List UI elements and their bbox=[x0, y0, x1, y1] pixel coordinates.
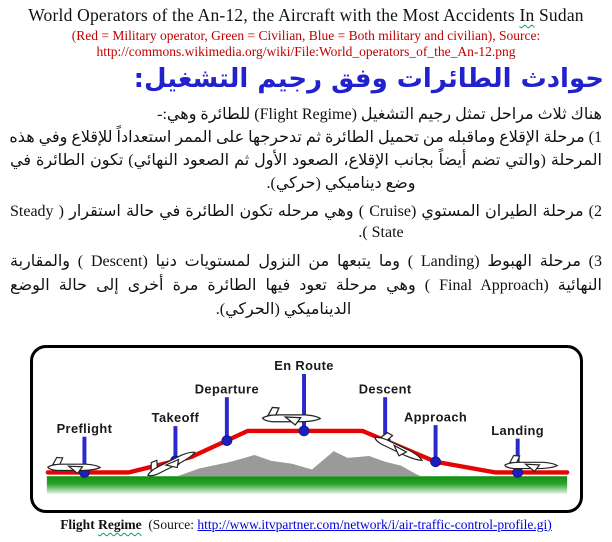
arabic-item1-line1: 1) مرحلة الإقلاع وماقبله من تحميل الطائرة ثم تدحرجها على الممر استعداداً للإقلاع وفي هذه bbox=[9, 129, 602, 146]
phase-label: Departure bbox=[194, 382, 260, 397]
caption-source-link[interactable]: http://www.itvpartner.com/network/i/air-traffic-control-profile.gi bbox=[197, 517, 548, 532]
figure-caption bbox=[0, 517, 612, 533]
airplane-cruise-icon bbox=[263, 407, 321, 425]
phase-dot bbox=[299, 426, 309, 436]
title-text-2: Sudan bbox=[534, 5, 584, 25]
phase-dot bbox=[222, 436, 232, 446]
subtitle-legend: (Red = Military operator, Green = Civilian, Blue = Both military and civilian), Source: bbox=[71, 28, 541, 43]
ground-strip bbox=[47, 476, 567, 493]
phase-label: Landing bbox=[491, 423, 545, 438]
caption-bold-flight: Flight bbox=[60, 517, 99, 532]
flight-profile-svg bbox=[33, 348, 580, 510]
phase-dot bbox=[431, 457, 441, 467]
arabic-item3-line2: النهائية (Final Approach ) وهي مرحلة تعود فيها الطائرة مرة أخرى إلى حالة الوضع bbox=[10, 277, 602, 294]
airplane-landed-icon bbox=[505, 456, 557, 472]
flight-regime-figure bbox=[30, 345, 583, 513]
title-text-1: World Operators of the An-12, the Aircraft with the Most Accidents bbox=[28, 5, 520, 25]
caption-close-paren[interactable]: ) bbox=[547, 517, 552, 532]
spellcheck-word-in: In bbox=[519, 5, 535, 25]
arabic-item3-line1: 3) مرحلة الهبوط (Landing ) وما يتبعها من النزول لمستويات دنيا (Descent ) والمقاربة bbox=[10, 253, 602, 270]
arabic-item3-line3: الديناميكي (الحركي). bbox=[215, 301, 352, 318]
arabic-intro-line: هناك ثلاث مراحل تمثل رجيم التشغيل (Flight Regime) للطائرة وهي:- bbox=[157, 106, 602, 123]
mountains bbox=[177, 451, 420, 476]
arabic-item1-line3: وضع ديناميكي (حركي). bbox=[266, 175, 416, 192]
airplane-descent-icon bbox=[372, 429, 426, 466]
arabic-item2-line1: 2) مرحلة الطيران المستوي (Cruise ) وهي مرحله تكون الطائرة في حالة استقرار ( Steady bbox=[10, 203, 603, 220]
caption-bold-regime: Regime bbox=[98, 517, 142, 532]
phase-label: Descent bbox=[358, 382, 412, 397]
phase-label: En Route bbox=[274, 359, 334, 374]
phase-label: Approach bbox=[404, 410, 468, 425]
phase-label: Preflight bbox=[56, 421, 113, 436]
subtitle-source-url: http://commons.wikimedia.org/wiki/File:World_operators_of_the_An-12.png bbox=[96, 44, 516, 59]
arabic-item2-line2: State ). bbox=[358, 224, 404, 241]
arabic-item1-line2: المرحلة (والتي تضم أيضاً بجانب الإقلاع، الصعود الأول ثم الصعود النهائي) تكون الطائرة في bbox=[10, 152, 603, 169]
phase-label: Takeoff bbox=[151, 411, 200, 426]
arabic-section-heading: حوادث الطائرات وفق رجيم التشغيل: bbox=[133, 64, 604, 94]
page-title bbox=[0, 5, 612, 26]
caption-source-text: (Source: bbox=[141, 517, 198, 532]
flight-path bbox=[48, 431, 567, 472]
